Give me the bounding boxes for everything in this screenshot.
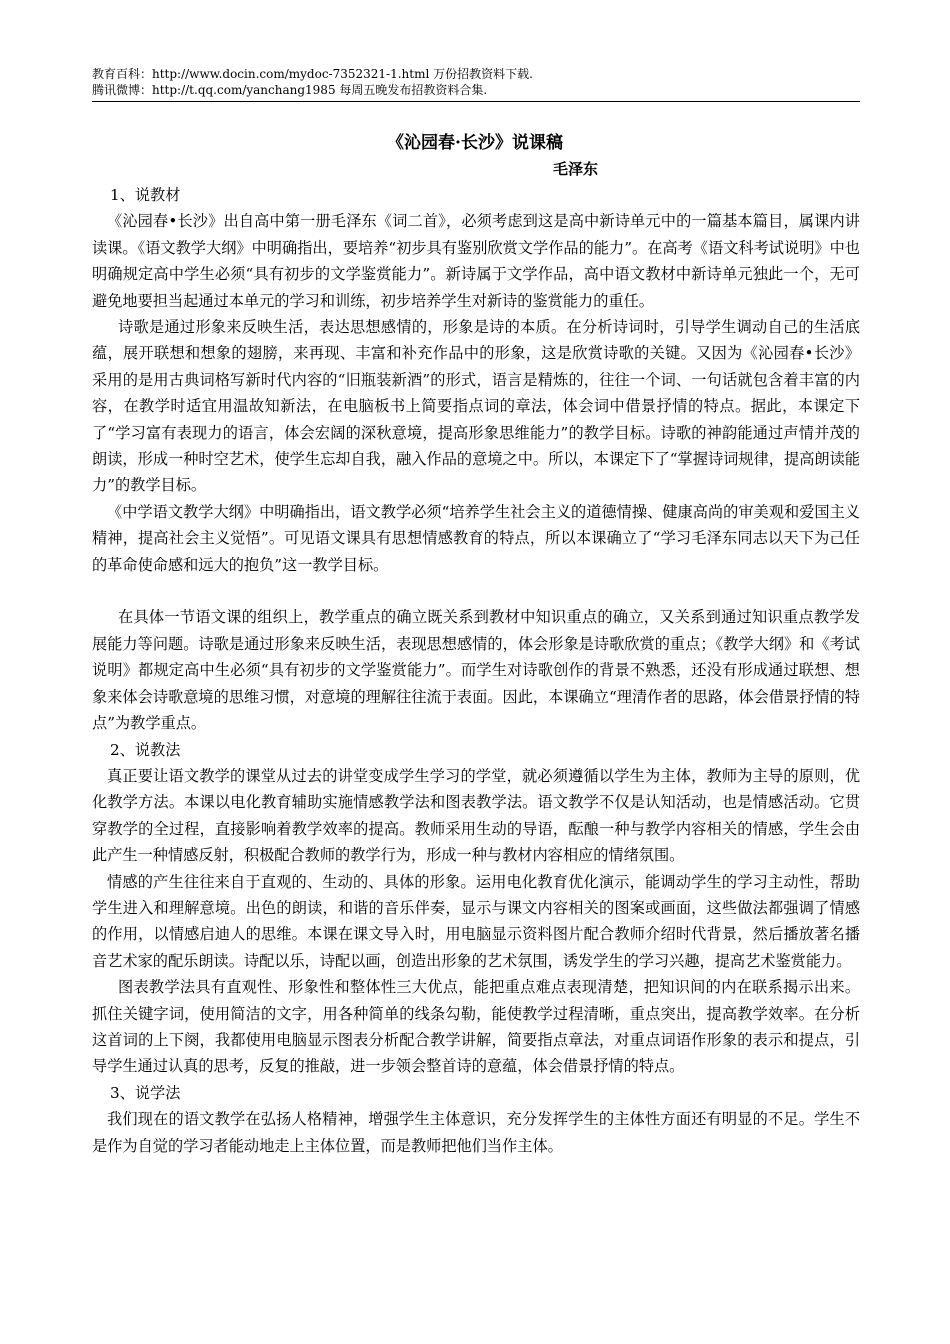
blank-line [92, 578, 860, 604]
document-title: 《沁园春·长沙》说课稿 [387, 133, 563, 153]
header-line-weibo: 腾讯微博：http://t.qq.com/yanchang1985 每周五晚发布招教资料合集. [92, 83, 488, 97]
paragraph: 《中学语文教学大纲》中明确指出，语文教学必须“培养学生社会主义的道德情操、健康高尚的审美观和爱国主义精神，提高社会主义觉悟”。可见语文课具有思想情感教育的特点，所以本课确立了“学习毛泽东同志以天下为己任的革命使命感和远大的抱负”这一教学目标。 [92, 502, 860, 574]
paragraph: 在具体一节语文课的组织上，教学重点的确立既关系到教材中知识重点的确立，又关系到通过知识重点教学发展能力等问题。诗歌是通过形象来反映生活，表现思想感情的，体会形象是诗歌欣赏的重点；《教学大纲》和《考试说明》都规定高中生必须“具有初步的文学鉴赏能力”。而学生对诗歌创作的背景不熟悉，还没有形成通过联想、想象来体会诗歌意境的思维习惯，对意境的理解往往流于表面。因此，本课确立“理清作者的思路，体会借景抒情的特点”为教学重点。 [92, 608, 860, 733]
header-divider [92, 101, 860, 102]
document-author: 毛泽东 [553, 160, 599, 178]
page-header [92, 66, 860, 98]
paragraph: 诗歌是通过形象来反映生活，表达思想感情的，形象是诗的本质。在分析诗词时，引导学生调动自己的生活底蕴，展开联想和想象的翅膀，来再现、丰富和补充作品中的形象，这是欣赏诗歌的关键。又因为《沁园春•长沙》采用的是用古典词格写新时代内容的“旧瓶装新酒”的形式，语言是精炼的，往往一个词、一句话就包含着丰富的内容，在教学时适宜用温故知新法，在电脑板书上简要指点词的章法，体会词中借景抒情的特点。据此，本课定下了“学习富有表现力的语言，体会宏阔的深秋意境，提高形象思维能力”的教学目标。诗歌的神韵能通过声情并茂的朗读，形成一种时空艺术，使学生忘却自我，融入作品的意境之中。所以，本课定下了“掌握诗词规律，提高朗读能力”的教学目标。 [92, 318, 860, 495]
document-body [92, 182, 860, 1159]
paragraph: 图表教学法具有直观性、形象性和整体性三大优点，能把重点难点表现清楚，把知识间的内在联系揭示出来。抓住关键字词，使用简洁的文字，用各种简单的线条勾勒，能使教学过程清晰，重点突出，提高教学效率。在分析这首词的上下阕，我都使用电脑显示图表分析配合教学讲解，简要指点章法，对重点词语作形象的表示和提点，引导学生通过认真的思考，反复的推敲，进一步领会整首诗的意蕴，体会借景抒情的特点。 [92, 978, 860, 1076]
paragraph: 情感的产生往往来自于直观的、生动的、具体的形象。运用电化教育优化演示，能调动学生的学习主动性，帮助学生进入和理解意境。出色的朗读，和谐的音乐伴奏，显示与课文内容相关的图案或画面，这些做法都强调了情感的作用，以情感启迪人的思维。本课在课文导入时，用电脑显示资料图片配合教师介绍时代背景，然后播放著名播音艺术家的配乐朗读。诗配以乐，诗配以画，创造出形象的艺术氛围，诱发学生的学习兴趣，提高艺术鉴赏能力。 [92, 872, 860, 970]
paragraph: 真正要让语文教学的课堂从过去的讲堂变成学生学习的学堂，就必须遵循以学生为主体，教师为主导的原则，优化教学方法。本课以电化教育辅助实施情感教学法和图表教学法。语文教学不仅是认知活动，也是情感活动。它贯穿教学的全过程，直接影响着教学效率的提高。教师采用生动的导语，酝酿一种与教学内容相关的情感，学生会由此产生一种情感反射，积极配合教师的教学行为，形成一种与教材内容相应的情绪氛围。 [92, 766, 860, 865]
section-heading-teaching-material: 1、说教材 [110, 186, 181, 204]
section-heading-learning-method: 3、说学法 [110, 1083, 181, 1102]
header-line-docin: 教育百科：http://www.docin.com/mydoc-7352321-1.html 万份招教资料下载. [92, 67, 533, 81]
paragraph: 《沁园春•长沙》出自高中第一册毛泽东《词二首》，必须考虑到这是高中新诗单元中的一篇基本篇目，属课内讲读课。《语文教学大纲》中明确指出，要培养“初步具有鉴别欣赏文学作品的能力”。在高考《语文科考试说明》中也明确规定高中学生必须“具有初步的文学鉴赏能力”。新诗属于文学作品，高中语文教材中新诗单元独此一个，无可避免地要担当起通过本单元的学习和训练，初步培养学生对新诗的鉴赏能力的重任。 [92, 212, 860, 310]
section-heading-teaching-method: 2、说教法 [110, 740, 181, 759]
paragraph: 我们现在的语文教学在弘扬人格精神，增强学生主体意识，充分发挥学生的主体性方面还有明显的不足。学生不是作为自觉的学习者能动地走上主体位置，而是教师把他们当作主体。 [92, 1110, 860, 1155]
